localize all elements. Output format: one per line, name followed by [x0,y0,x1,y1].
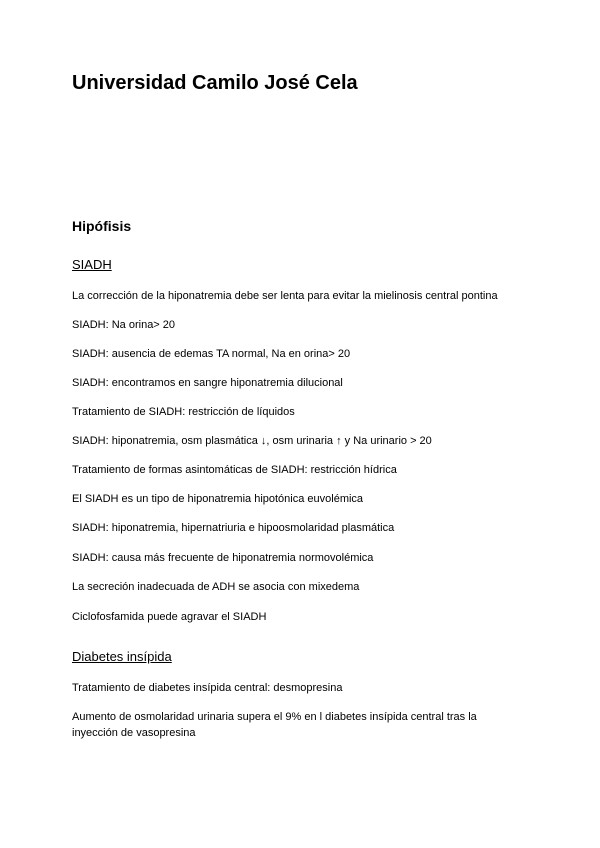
siadh-item: Tratamiento de formas asintomáticas de SIADH: restricción hídrica [72,464,397,476]
siadh-item: La corrección de la hiponatremia debe ser lenta para evitar la mielinosis central pontina [72,290,498,302]
siadh-item: Ciclofosfamida puede agravar el SIADH [72,611,267,623]
siadh-item: SIADH: hiponatremia, hipernatriuria e hipoosmolaridad plasmática [72,522,395,534]
siadh-heading: SIADH [72,257,112,272]
siadh-item: SIADH: causa más frecuente de hiponatremia normovolémica [72,552,374,564]
siadh-item: La secreción inadecuada de ADH se asocia con mixedema [72,581,360,593]
siadh-item: Tratamiento de SIADH: restricción de líquidos [72,406,295,418]
document-title: Universidad Camilo José Cela [72,72,358,94]
siadh-item: SIADH: ausencia de edemas TA normal, Na en orina> 20 [72,348,351,360]
diabetes-item: Tratamiento de diabetes insípida central: desmopresina [72,682,343,694]
diabetes-heading: Diabetes insípida [72,649,172,664]
siadh-item: SIADH: Na orina> 20 [72,319,176,331]
section-title: Hipófisis [72,218,132,234]
siadh-item: El SIADH es un tipo de hiponatremia hipotónica euvolémica [72,493,364,505]
diabetes-item: Aumento de osmolaridad urinaria supera el 9% en l diabetes insípida central tras la inyección de vasopresina [72,711,477,739]
siadh-item: SIADH: hiponatremia, osm plasmática ↓, osm urinaria ↑ y Na urinario > 20 [72,435,432,447]
siadh-item: SIADH: encontramos en sangre hiponatremia dilucional [72,377,343,389]
